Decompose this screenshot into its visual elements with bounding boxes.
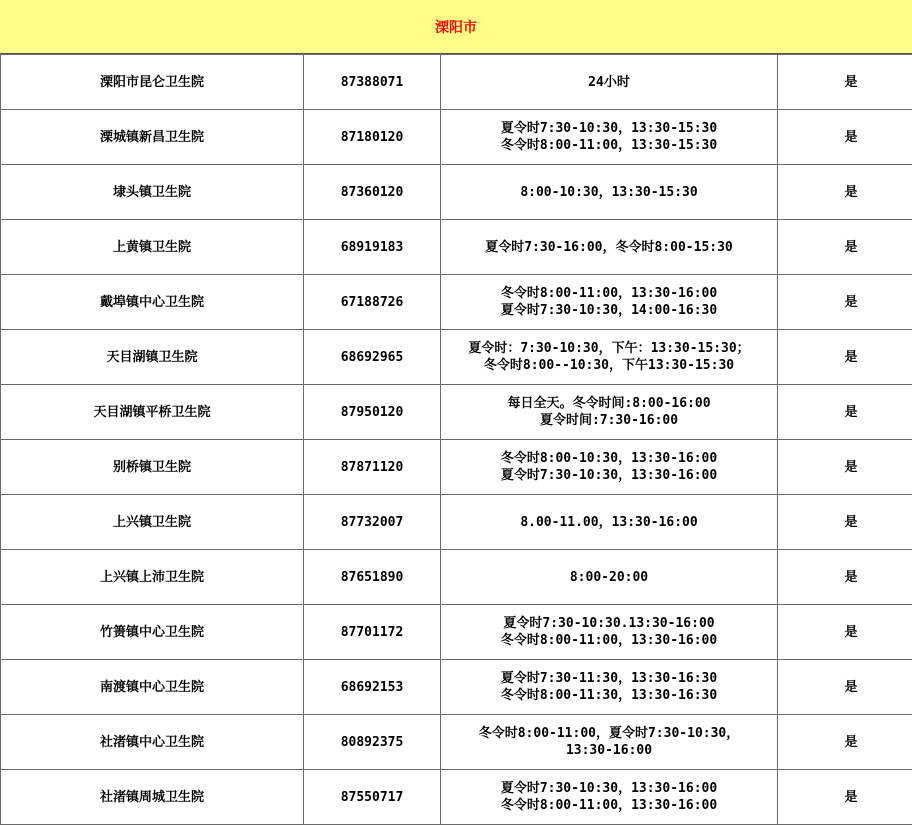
hours-line: 24小时 xyxy=(441,74,777,91)
hours-cell[interactable] xyxy=(441,385,778,440)
hours-line: 8.00-11.00，13:30-16:00 xyxy=(441,514,777,531)
phone-cell[interactable]: 87180120 xyxy=(304,110,441,165)
phone-cell[interactable]: 87871120 xyxy=(304,440,441,495)
hours-line: 8:00-20:00 xyxy=(441,569,777,586)
hours-line: 夏令时7:30-16:00，冬令时8:00-15:30 xyxy=(441,239,777,256)
table-row xyxy=(1,770,912,825)
hours-line: 冬令时8:00-11:00，13:30-16:00 xyxy=(441,632,777,649)
hours-line: 夏令时：7:30-10:30，下午：13:30-15:30； xyxy=(441,340,777,357)
table-row xyxy=(1,220,912,275)
clinic-name-cell[interactable]: 溧阳市昆仑卫生院 xyxy=(1,55,304,110)
phone-cell[interactable]: 87360120 xyxy=(304,165,441,220)
hours-line: 夏令时7:30-10:30，13:30-16:00 xyxy=(441,780,777,797)
hours-cell[interactable] xyxy=(441,275,778,330)
hours-line: 夏令时间:7:30-16:00 xyxy=(441,412,777,429)
hours-cell[interactable] xyxy=(441,715,778,770)
availability-cell[interactable]: 是 xyxy=(778,715,912,770)
availability-cell[interactable]: 是 xyxy=(778,550,912,605)
phone-cell[interactable]: 87550717 xyxy=(304,770,441,825)
hours-line: 冬令时8:00-11:00，13:30-16:00 xyxy=(441,285,777,302)
clinic-name-cell[interactable]: 竹箦镇中心卫生院 xyxy=(1,605,304,660)
clinic-name-cell[interactable]: 上兴镇上沛卫生院 xyxy=(1,550,304,605)
hours-line: 夏令时7:30-10:30，13:30-16:00 xyxy=(441,467,777,484)
phone-cell[interactable]: 87651890 xyxy=(304,550,441,605)
table-row xyxy=(1,165,912,220)
phone-cell[interactable]: 87950120 xyxy=(304,385,441,440)
clinic-name-cell[interactable]: 别桥镇卫生院 xyxy=(1,440,304,495)
table-row xyxy=(1,660,912,715)
phone-cell[interactable]: 87701172 xyxy=(304,605,441,660)
hours-line: 每日全天。冬令时间:8:00-16:00 xyxy=(441,395,777,412)
availability-cell[interactable]: 是 xyxy=(778,385,912,440)
hours-cell[interactable] xyxy=(441,605,778,660)
table-row xyxy=(1,330,912,385)
clinic-name-cell[interactable]: 社渚镇中心卫生院 xyxy=(1,715,304,770)
availability-cell[interactable]: 是 xyxy=(778,605,912,660)
phone-cell[interactable]: 87388071 xyxy=(304,55,441,110)
availability-cell[interactable]: 是 xyxy=(778,495,912,550)
clinic-table xyxy=(0,54,912,825)
availability-cell[interactable]: 是 xyxy=(778,275,912,330)
availability-cell[interactable]: 是 xyxy=(778,770,912,825)
hours-cell[interactable] xyxy=(441,330,778,385)
phone-cell[interactable]: 68692153 xyxy=(304,660,441,715)
table-row xyxy=(1,275,912,330)
clinic-name-cell[interactable]: 戴埠镇中心卫生院 xyxy=(1,275,304,330)
phone-cell[interactable]: 67188726 xyxy=(304,275,441,330)
hours-cell[interactable] xyxy=(441,770,778,825)
hours-line: 冬令时8:00-11:30，13:30-16:30 xyxy=(441,687,777,704)
phone-cell[interactable]: 68692965 xyxy=(304,330,441,385)
availability-cell[interactable]: 是 xyxy=(778,440,912,495)
clinic-name-cell[interactable]: 天目湖镇平桥卫生院 xyxy=(1,385,304,440)
hours-line: 夏令时7:30-11:30，13:30-16:30 xyxy=(441,670,777,687)
table-row xyxy=(1,605,912,660)
hours-cell[interactable] xyxy=(441,660,778,715)
availability-cell[interactable]: 是 xyxy=(778,330,912,385)
region-title: 溧阳市 xyxy=(435,17,477,37)
hours-cell[interactable] xyxy=(441,495,778,550)
table-row xyxy=(1,110,912,165)
phone-cell[interactable]: 68919183 xyxy=(304,220,441,275)
clinic-name-cell[interactable]: 上兴镇卫生院 xyxy=(1,495,304,550)
clinic-name-cell[interactable]: 天目湖镇卫生院 xyxy=(1,330,304,385)
availability-cell[interactable]: 是 xyxy=(778,220,912,275)
hours-cell[interactable] xyxy=(441,220,778,275)
phone-cell[interactable]: 87732007 xyxy=(304,495,441,550)
hours-line: 冬令时8:00-10:30，13:30-16:00 xyxy=(441,450,777,467)
table-row xyxy=(1,55,912,110)
hours-cell[interactable] xyxy=(441,165,778,220)
hours-cell[interactable] xyxy=(441,440,778,495)
hours-line: 夏令时7:30-10:30，14:00-16:30 xyxy=(441,302,777,319)
hours-cell[interactable] xyxy=(441,550,778,605)
table-row xyxy=(1,440,912,495)
table-row xyxy=(1,385,912,440)
clinic-name-cell[interactable]: 埭头镇卫生院 xyxy=(1,165,304,220)
hours-line: 冬令时8:00-11:00，13:30-16:00 xyxy=(441,797,777,814)
availability-cell[interactable]: 是 xyxy=(778,165,912,220)
region-header xyxy=(0,0,912,54)
availability-cell[interactable]: 是 xyxy=(778,55,912,110)
clinic-name-cell[interactable]: 溧城镇新昌卫生院 xyxy=(1,110,304,165)
phone-cell[interactable]: 80892375 xyxy=(304,715,441,770)
availability-cell[interactable]: 是 xyxy=(778,110,912,165)
hours-cell[interactable] xyxy=(441,55,778,110)
hours-line: 冬令时8:00-11:00，13:30-15:30 xyxy=(441,137,777,154)
clinic-name-cell[interactable]: 社渚镇周城卫生院 xyxy=(1,770,304,825)
clinic-name-cell[interactable]: 南渡镇中心卫生院 xyxy=(1,660,304,715)
hours-line: 13:30-16:00 xyxy=(441,742,777,759)
table-row xyxy=(1,550,912,605)
hours-line: 夏令时7:30-10:30，13:30-15:30 xyxy=(441,120,777,137)
hours-cell[interactable] xyxy=(441,110,778,165)
hours-line: 冬令时8:00-11:00，夏令时7:30-10:30， xyxy=(441,725,777,742)
hours-line: 冬令时8:00--10:30，下午13:30-15:30 xyxy=(441,357,777,374)
table-row xyxy=(1,715,912,770)
hours-line: 8:00-10:30，13:30-15:30 xyxy=(441,184,777,201)
hours-line: 夏令时7:30-10:30.13:30-16:00 xyxy=(441,615,777,632)
clinic-name-cell[interactable]: 上黄镇卫生院 xyxy=(1,220,304,275)
table-row xyxy=(1,495,912,550)
availability-cell[interactable]: 是 xyxy=(778,660,912,715)
